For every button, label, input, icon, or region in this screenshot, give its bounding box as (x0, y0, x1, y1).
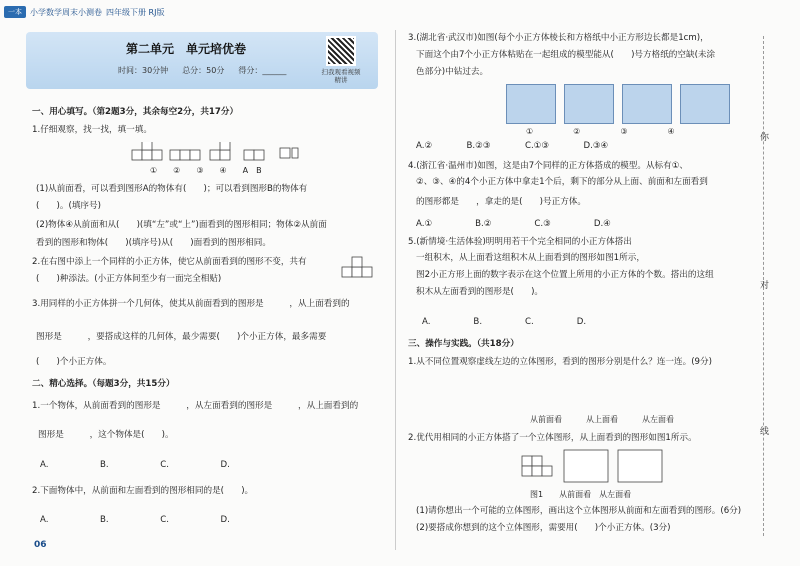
unit-title: 第二单元 单元培优卷 (126, 42, 247, 56)
q1-cube-figures (130, 142, 300, 166)
q4-text: 1.一个物体，从前面看到的图形是 ，从左面看到的图形是 ，从上面看到的 (32, 401, 359, 411)
q3-text-cont: 图形是 ，要搭成这样的几何体，最少需要( )个小正方体，最多需要 (36, 332, 327, 342)
q6-grid-numbers: ① ② ③ ④ (526, 127, 675, 136)
q8-text-cont: 一组积木，从上面看这组积木从上面看到的图形如图1所示， (416, 253, 645, 263)
section-1-heading: 一、用心填写。（第2题3分，其余每空2分，共17分） (32, 107, 239, 117)
side-label-1: 你 (760, 133, 770, 143)
q2-text-cont: ( )种添法。(小正方体间至少有一面完全相贴) (36, 274, 222, 284)
time-label: 时间：30分钟 (118, 66, 169, 75)
q3-text-end: ( )个小正方体。 (36, 357, 112, 367)
q1-text: 1.仔细观察，找一找，填一填。 (32, 125, 152, 135)
q1-sub1: (1)从前面看，可以看到图形A的物体有( )；可以看到图形B的物体有 (36, 184, 308, 194)
q9-view-labels: 从前面看 从上面看 从左面看 (530, 415, 674, 424)
q4-text-cont: 图形是 ，这个物体是( )。 (38, 430, 174, 440)
q6-text-end: 色部分)中钻过去。 (416, 67, 489, 77)
q7-text-cont: ②、③、④的4个小正方体中拿走1个后，剩下的部分从上面、前面和左面看到 (416, 177, 708, 187)
q6-text: 3.(湖北省·武汉市)如图(每个小正方体棱长和方格纸中小正方形边长都是1cm)， (408, 33, 709, 43)
q10-sub1: (1)请你想出一个可能的立体图形，画出这个立体图形从前面和左面看到的图形。(6分) (416, 506, 742, 516)
q10-text: 2.优代用相同的小正方体搭了一个立体图形，从上面看到的图形如图1所示。 (408, 433, 697, 443)
q8-text: 5.(新情境·生活体验)明明用若干个完全相同的小正方体搭出 (408, 237, 632, 247)
q1-sub2-cont: 看到的图形和物体( )(填序号)从( )面看到的图形相同。 (36, 238, 271, 248)
score-field: 得分：______ (238, 66, 287, 75)
side-label-2: 对 (760, 281, 770, 291)
q1-sub1-cont: ( )。(填序号) (36, 201, 101, 211)
total-score-label: 总分：50分 (182, 66, 225, 75)
grade-label: 四年级下册 RJ版 (106, 7, 165, 17)
q6-options[interactable]: A.② B.②③ C.①③ D.③④ (416, 141, 609, 151)
q1-figure-labels: ① ② ③ ④ A B (150, 166, 262, 175)
q7-text: 4.(浙江省·温州市)如图，这是由7个同样的正方体搭成的模型。从标有①、 (408, 161, 689, 171)
q4-options[interactable]: A. B. C. D. (40, 460, 230, 470)
series-title: 小学数学周末小测卷 (30, 7, 102, 17)
qr-caption: 扫我观看视频精讲 (321, 68, 361, 84)
q6-text-cont: 下面这个由7个小正方体粘贴在一起组成的模型能从( )号方格纸的空缺(未涂 (416, 50, 716, 60)
grid-paper-3 (622, 84, 672, 124)
unit-banner (26, 32, 378, 89)
brand-logo: 一本 (4, 6, 26, 18)
grid-paper-2 (564, 84, 614, 124)
q1-sub2: (2)物体④从前面和从( )(填“左”或“上”)面看到的图形相同；物体②从前面 (36, 220, 327, 230)
qr-code-icon[interactable] (326, 36, 356, 66)
q10-sub2: (2)要搭成你想到的这个立体图形，需要用( )个小正方体。(3分) (416, 523, 671, 533)
header (4, 5, 164, 19)
page-number: 06 (34, 540, 47, 550)
exam-meta (118, 65, 286, 76)
section-2-heading: 二、精心选择。（每题3分，共15分） (32, 379, 175, 389)
q5-text: 2.下面物体中，从前面和左面看到的图形相同的是( )。 (32, 486, 254, 496)
q5-options[interactable]: A. B. C. D. (40, 515, 230, 525)
q9-text: 1.从不同位置观察虚线左边的立体图形，看到的图形分别是什么？连一连。(9分) (408, 357, 712, 367)
q2-text: 2.在右图中添上一个同样的小正方体，使它从前面看到的图形不变，共有 (32, 257, 307, 267)
grid-paper-1 (506, 84, 556, 124)
section-3-heading: 三、操作与实践。（共18分） (408, 339, 519, 349)
q7-text-end: 的图形都是 ，拿走的是( )号正方体。 (416, 197, 586, 207)
q7-options[interactable]: A.① B.② C.③ D.④ (416, 219, 611, 229)
q8-text-end: 积木从左面看到的图形是( )。 (416, 287, 544, 297)
q2-cube-figure (340, 255, 380, 281)
q10-grid-figures (520, 448, 680, 490)
q10-figure-labels: 图1 从前面看 从左面看 (530, 490, 632, 499)
column-divider (395, 30, 396, 550)
q8-text-cont2: 图2小正方形上面的数字表示在这个位置上所用的小正方体的个数。搭出的这组 (416, 270, 714, 280)
q3-text: 3.用同样的小正方体拼一个几何体，使其从前面看到的图形是 ，从上面看到的 (32, 299, 350, 309)
grid-paper-4 (680, 84, 730, 124)
side-label-3: 线 (760, 427, 770, 437)
q8-options[interactable]: A. B. C. D. (422, 317, 587, 327)
